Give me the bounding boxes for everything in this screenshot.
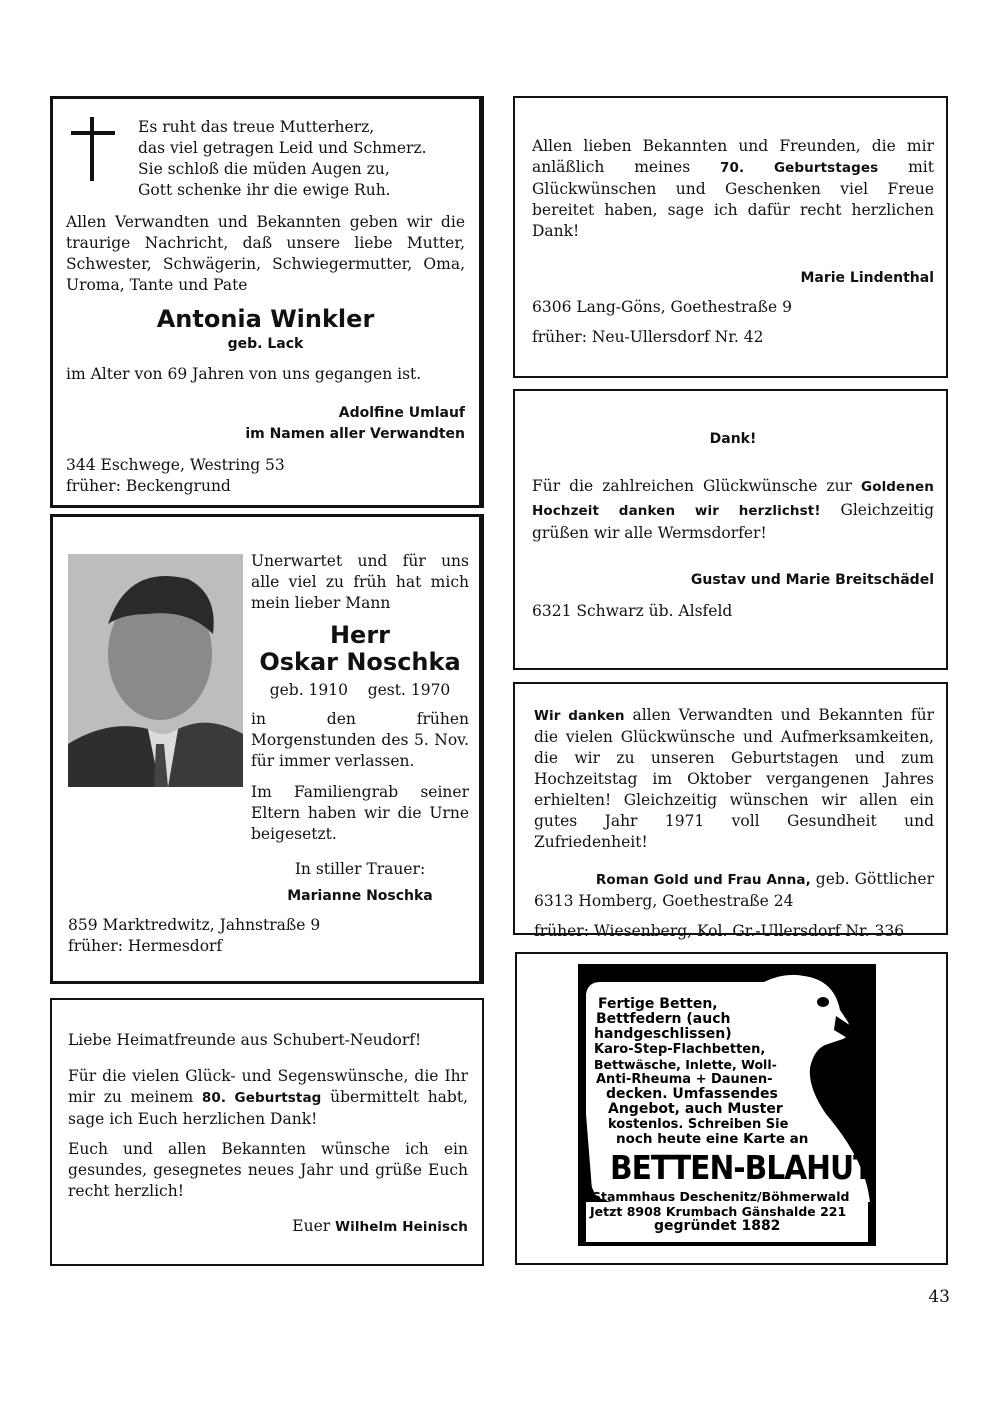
betten-blahut-ad (578, 964, 876, 1246)
thanks-text-start: Allen lieben Bekannten und Freunden, die mir anläßlich meines (532, 137, 934, 176)
portrait-photo (68, 554, 243, 787)
ad-line: kostenlos. Schreiben Sie (608, 1117, 789, 1132)
page-number: 43 (928, 1287, 950, 1307)
thanks-text-start: Für die vielen Glück- und Segenswünsche, die Ihr mir zu meinem (68, 1067, 468, 1106)
ad-line: Angebot, auch Muster (608, 1101, 783, 1117)
address: 6313 Homberg, Goethestraße 24 (534, 892, 794, 910)
cross-icon (71, 117, 115, 181)
former-address: früher: Beckengrund (66, 477, 231, 495)
ad-footer-line: Jetzt 8908 Krumbach Gänshalde 221 (590, 1204, 847, 1219)
occasion: Goldenen Hochzeit danken wir herzlichst! (532, 479, 934, 519)
signer-note: im Namen aller Verwandten (245, 426, 465, 442)
thanks-paragraph (532, 475, 934, 545)
closing (68, 1216, 468, 1238)
thanks-text-end: Gleichzeitig grüßen wir alle Wermsdorfer! (532, 500, 934, 542)
former-address: früher: Neu-Ullersdorf Nr. 42 (532, 328, 764, 346)
life-dates: geb. 1910 gest. 1970 (269, 681, 451, 699)
signer-name: Gustav und Marie Breitschädel (690, 571, 934, 588)
heading: Dank! (709, 431, 757, 447)
occasion: 70. Geburtstages (720, 160, 879, 176)
thanks-text-start: Für die zahlreichen Glückwünsche zur (532, 477, 862, 495)
ad-footer-line: gegründet 1882 (654, 1218, 781, 1234)
age-text: im Alter von 69 Jahren von uns gegangen ist. (66, 365, 422, 383)
ad-line: decken. Umfassendes (606, 1086, 778, 1102)
mourning-label: In stiller Trauer: (294, 860, 426, 878)
former-address: früher: Hermesdorf (68, 937, 223, 955)
wishes-paragraph: Euch und allen Bekannten wünsche ich ein gesundes, gesegnetes neues Jahr und grüße Euch recht herzlich! (68, 1140, 468, 1200)
burial-text: Im Familiengrab seiner Eltern haben wir die Urne beigesetzt. (251, 783, 469, 843)
signer-name: Marianne Noschka (287, 888, 433, 904)
honorific: Herr (329, 621, 391, 649)
address: 859 Marktredwitz, Jahnstraße 9 (68, 916, 321, 934)
address: 6321 Schwarz üb. Alsfeld (532, 601, 733, 620)
signer-maiden: geb. Göttlicher (810, 870, 934, 888)
thanks-gold (513, 682, 948, 940)
obituary-intro: Allen Verwandten und Bekannten geben wir die traurige Nachricht, daß unsere liebe Mutter, Schwester, Schwägerin, Schwiegermutter, Oma, Uroma, Tante und Pate (66, 213, 465, 294)
deceased-name: Antonia Winkler (156, 305, 375, 333)
thanks-lindenthal (513, 96, 948, 378)
closing-word: Euer (292, 1217, 336, 1235)
ad-line: Karo-Step-Flachbetten, (594, 1042, 766, 1057)
address: 6306 Lang-Göns, Goethestraße 9 (532, 298, 792, 316)
signer-name: Roman Gold und Frau Anna, (595, 872, 811, 888)
ad-line: Anti-Rheuma + Daunen- (596, 1072, 773, 1087)
thanks-text-end: übermittelt habt, sage ich Euch herzlichen Dank! (68, 1088, 468, 1128)
ad-line: Bettwäsche, Inlette, Woll- (594, 1057, 777, 1072)
occasion: 80. Geburtstag (201, 1090, 322, 1106)
thanks-paragraph (532, 136, 934, 242)
ad-line: Fertige Betten, (598, 996, 718, 1012)
ad-line: handgeschlissen) (594, 1026, 732, 1042)
intro-text: Unerwartet und für uns alle viel zu früh hat mich mein lieber Mann (251, 552, 469, 612)
ad-brand: BETTEN-BLAHUT (610, 1148, 873, 1187)
former-address: früher: Wiesenberg, Kol. Gr.-Ullersdorf Nr. 336 (534, 922, 905, 940)
verse-line: Sie schloß die müden Augen zu, (138, 160, 390, 178)
verse (138, 117, 465, 201)
maiden-name: geb. Lack (227, 336, 304, 352)
signer-name: Marie Lindenthal (800, 270, 934, 286)
signer (534, 869, 934, 891)
obituary-noschka (50, 514, 484, 984)
portrait-illustration (68, 554, 243, 787)
advertisement-box (515, 952, 948, 1265)
noschka-text (251, 551, 469, 906)
passing-text: in den frühen Morgenstunden des 5. Nov. für immer verlassen. (251, 710, 469, 770)
opening: Wir danken (534, 708, 625, 724)
address: 344 Eschwege, Westring 53 (66, 456, 285, 474)
verse-line: Gott schenke ihr die ewige Ruh. (138, 181, 391, 199)
thanks-paragraph (68, 1066, 468, 1130)
thanks-text-end: mit Glückwünschen und Geschenken viel Freue bereitet haben, sage ich dafür recht herzlichen Dank! (532, 158, 934, 240)
deceased-name: Oskar Noschka (259, 648, 461, 676)
ad-line: Bettfedern (auch (596, 1011, 731, 1027)
ad-footer-line: Stammhaus Deschenitz/Böhmerwald (592, 1189, 850, 1204)
thanks-text: allen Verwandten und Bekannten für die vielen Glückwünsche und Aufmerksamkeiten, die wir zu unseren Geburtstagen und zum Hochzeitstag im Oktober vergangenen Jahres erhielten! Gleichzeitig wünschen wir allen ein gutes Jahr 1971 voll Gesundheit und Zufriedenheit! (534, 706, 934, 851)
ad-line: noch heute eine Karte an (616, 1131, 809, 1147)
obituary-winkler (50, 96, 484, 508)
thanks-heinisch (50, 998, 484, 1266)
verse-line: das viel getragen Leid und Schmerz. (138, 139, 427, 157)
signer-name: Wilhelm Heinisch (335, 1219, 468, 1235)
thanks-paragraph (534, 705, 934, 853)
noschka-address-block (68, 915, 320, 957)
greeting: Liebe Heimatfreunde aus Schubert-Neudorf! (68, 1031, 422, 1049)
signer-name: Adolfine Umlauf (338, 405, 465, 421)
verse-line: Es ruht das treue Mutterherz, (138, 118, 375, 136)
thanks-breitschaedel (513, 389, 948, 670)
